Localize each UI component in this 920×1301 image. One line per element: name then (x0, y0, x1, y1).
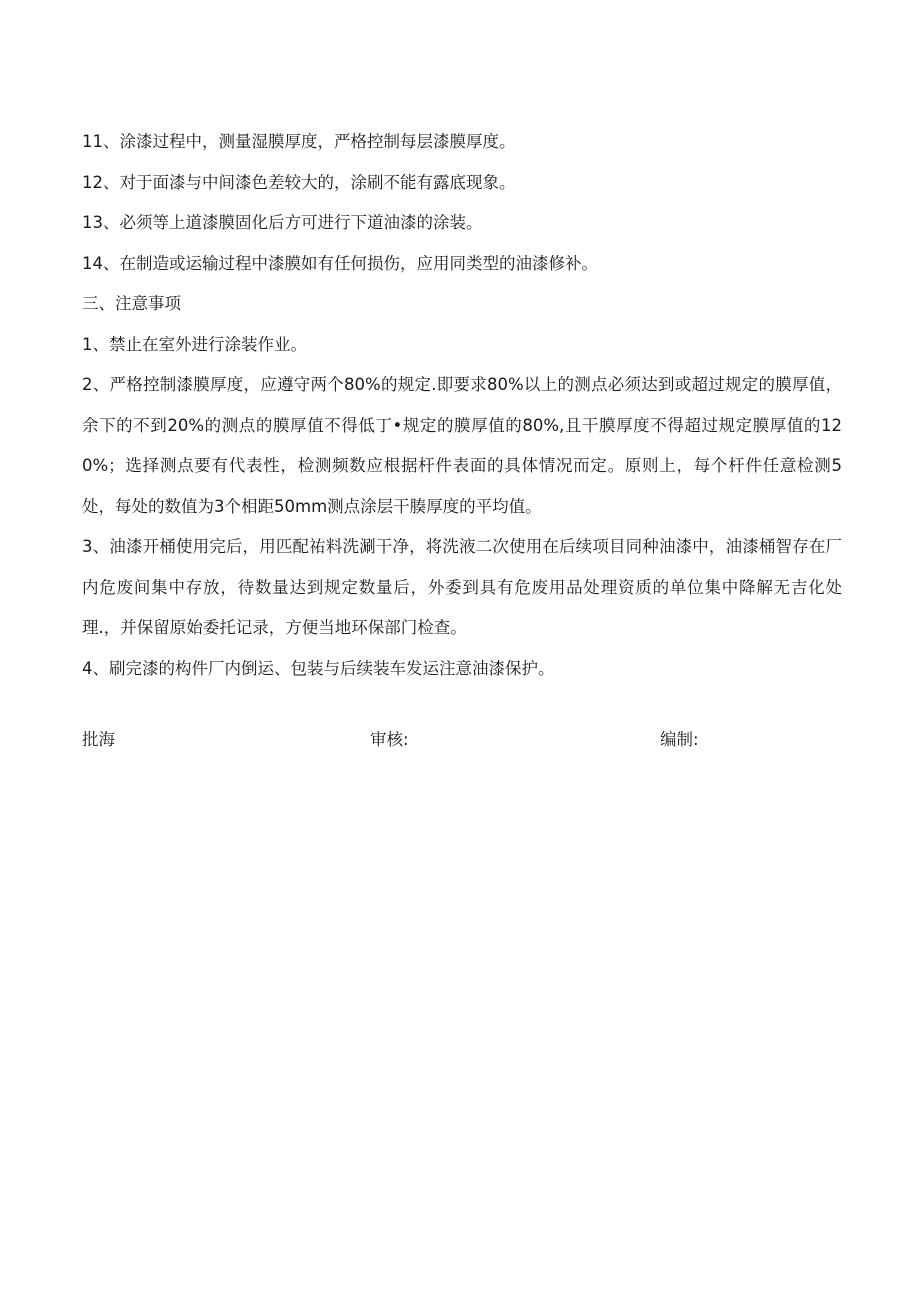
prepare-label: 编制: (660, 730, 699, 749)
step-14: 14、在制造或运输过程中漆膜如有任何损伤，应用同类型的油漆修补。 (82, 253, 598, 273)
note-4: 4、刷完漆的构件厂内倒运、包装与后续装车发运注意油漆保护。 (82, 658, 555, 678)
note-3: 3、油漆开桶使用完后，用匹配祐料洗涮干净，将洗液二次使用在后续项目同种油漆中，油漆桶智存在厂内危废间集中存放，待数量达到规定数量后，外委到具有危废用品处理资质的单位集中降解无吉化处理.，并保留原始委托记录，方便当地环保部门检查。 (82, 537, 842, 637)
signature-row (82, 724, 842, 756)
document-body (82, 122, 842, 689)
note-2: 2、严格控制漆膜厚度，应遵守两个80%的规定.即要求80%以上的测点必须达到或超过规定的膜厚值，余下的不到20%的测点的膜厚值不得低丁•规定的膜厚值的80%,且干膜厚度不得超过规定膜厚值的120%；选择测点要有代表性，检测频数应根据杆件表面的具体情况而定。原则上，每个杆件任意检测5处，每处的数值为3个相距50mm测点涂层干腠厚度的平均值。 (82, 375, 842, 516)
section-heading: 三、注意事项 (82, 294, 181, 313)
approve-label: 批海 (82, 730, 115, 749)
step-11: 11、涂漆过程中，测量湿膜厚度，严格控制每层漆膜厚度。 (82, 132, 516, 151)
step-12: 12、对于面漆与中间漆色差较大的，涂刷不能有露底现象。 (82, 172, 516, 192)
step-13: 13、必须等上道漆膜固化后方可进行下道油漆的涂装。 (82, 213, 483, 232)
note-1: 1、禁止在室外进行涂装作业。 (82, 334, 307, 354)
review-label: 审核: (370, 730, 409, 749)
